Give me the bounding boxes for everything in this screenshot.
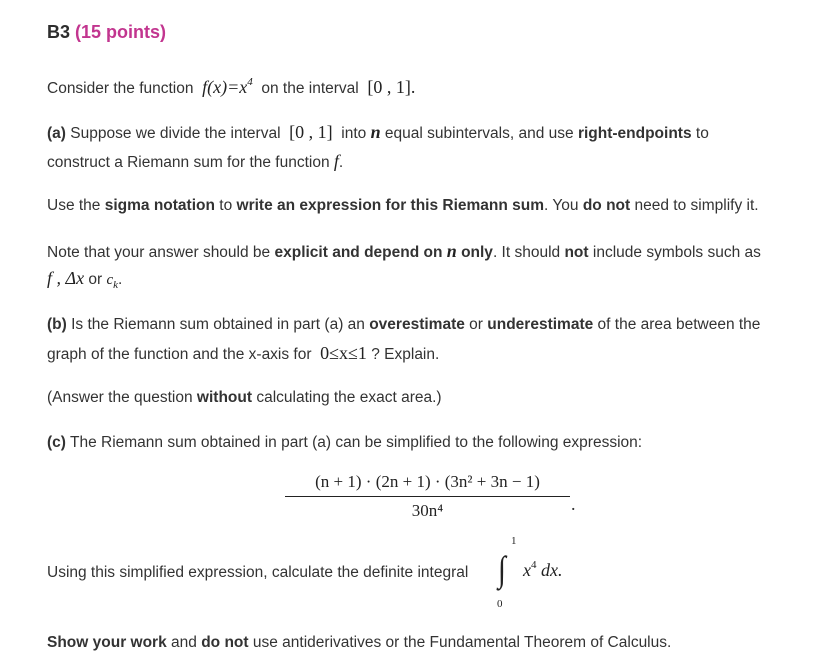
intro-line: Consider the function $f(x)=x^4$ on the interval [0 , 1].: [47, 76, 416, 97]
part-a-line-1: (a) Suppose we divide the interval [0 , 1] into n equal subintervals, and use right-endpoints to: [47, 122, 709, 142]
part-a-label: (a): [47, 125, 66, 142]
problem-number: B3: [47, 22, 71, 42]
part-a-line-2: construct a Riemann sum for the function f.: [47, 151, 344, 171]
part-b-label: (b): [47, 316, 67, 333]
integral-sign: ∫: [497, 549, 506, 589]
interval-expr: [0 , 1]: [289, 122, 333, 142]
part-c-line-1: (c) The Riemann sum obtained in part (a) can be simplified to the following expression:: [47, 434, 643, 451]
part-b-line-1: (b) Is the Riemann sum obtained in part (a) an overestimate or underestimate of the area between the: [47, 316, 761, 333]
fraction-period: .: [571, 494, 576, 514]
points-label: (15 points): [75, 22, 167, 42]
intro-text-2: on the interval: [261, 80, 359, 97]
note-line-2: f , Δx or $c_k$.: [47, 268, 123, 291]
sigma-instruction: Use the sigma notation to write an expression for this Riemann sum. You do not need to simplify it.: [47, 197, 759, 214]
final-instruction: Show your work and do not use antiderivatives or the Fundamental Theorem of Calculus.: [47, 634, 672, 651]
integral-upper-limit: 1: [511, 535, 517, 547]
problem-heading: [47, 22, 166, 43]
interval-expr: [0 , 1]: [367, 77, 411, 97]
function-expr: $f(x)=x^4$: [202, 76, 253, 97]
inequality-expr: 0≤x≤1: [320, 343, 367, 363]
note-line-1: Note that your answer should be explicit and depend on n only. It should not include symbols such as: [47, 241, 761, 261]
fraction-numerator: (n + 1) · (2n + 1) · (3n² + 3n − 1): [285, 472, 570, 497]
integrand: $x^4$ dx.: [523, 559, 563, 580]
n-symbol: n: [370, 122, 381, 142]
part-b-aside: (Answer the question without calculating the exact area.): [47, 389, 442, 406]
fraction-expression: [285, 472, 570, 521]
part-c-label: (c): [47, 434, 66, 451]
fraction-denominator: 30n⁴: [411, 501, 444, 520]
part-c-line-2: Using this simplified expression, calculate the definite integral: [47, 564, 469, 581]
part-b-line-2: graph of the function and the x-axis for 0≤x≤1 ? Explain.: [47, 343, 440, 363]
integral-lower-limit: 0: [497, 598, 503, 610]
intro-text: Consider the function: [47, 80, 194, 97]
